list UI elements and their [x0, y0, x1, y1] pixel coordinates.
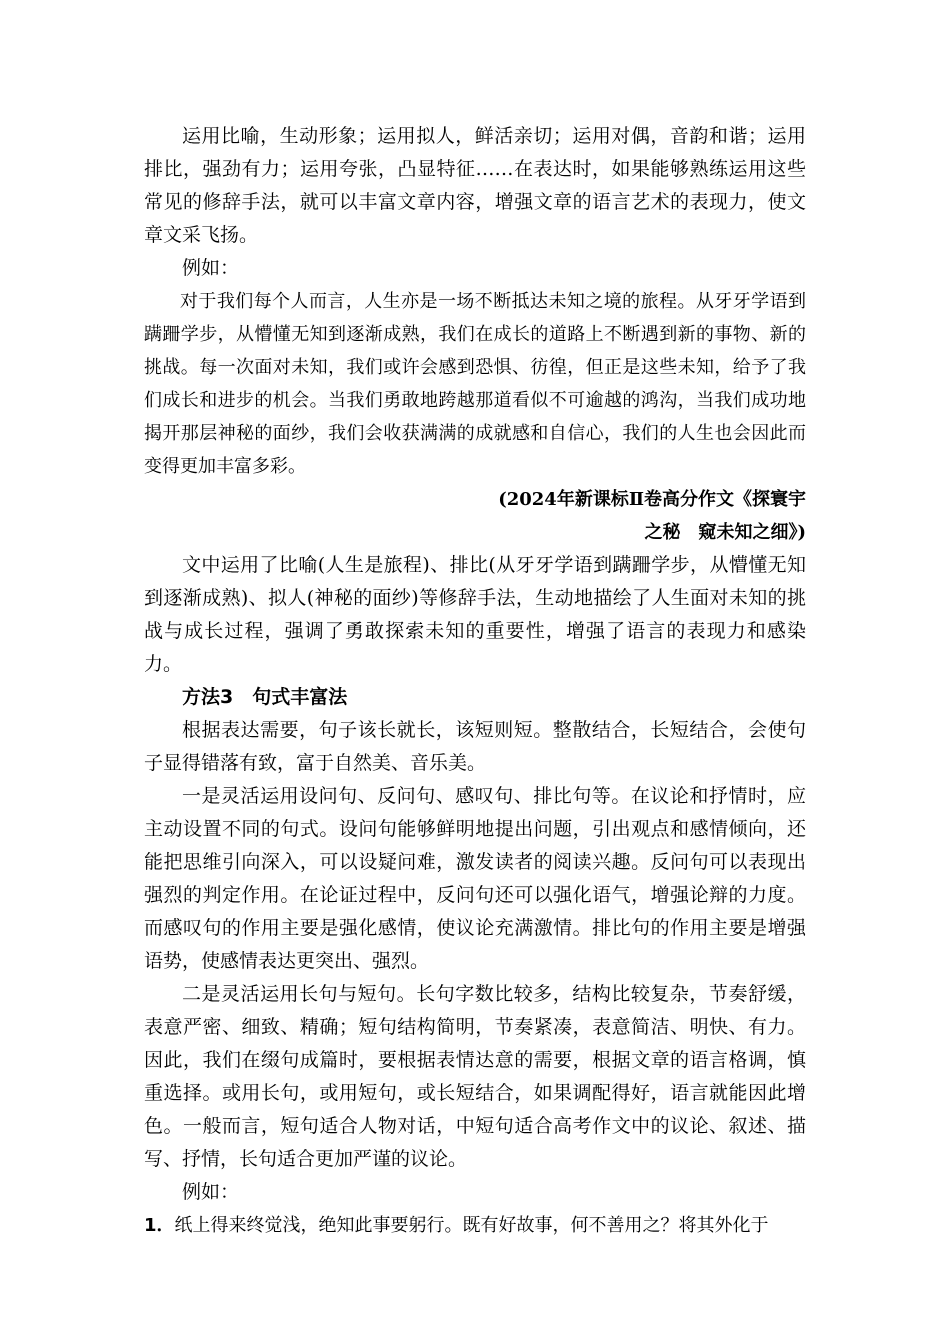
document-page — [144, 120, 806, 1242]
source-citation-line-2: 之秘 窥未知之细》) — [644, 522, 806, 543]
numbered-example-item — [144, 1209, 806, 1242]
example-label: 例如： — [182, 257, 240, 279]
method-heading: 方法3 句式丰富法 — [182, 686, 348, 708]
example-passage: 对于我们每个人而言，人生亦是一场不断抵达未知之境的旅程。从牙牙学语到蹒跚学步，从懵懂无知到逐渐成熟，我们在成长的道路上不断遇到新的事物、新的挑战。每一次面对未知，我们或许会感到恐惧、彷徨，但正是这些未知，给予了我们成长和进步的机会。当我们勇敢地跨越那道看似不可逾越的鸿沟，当我们成功地揭开那层神秘的面纱，我们会收获满满的成就感和自信心，我们的人生也会因此而变得更加丰富多彩。 — [144, 291, 806, 477]
intro-paragraph: 运用比喻，生动形象；运用拟人，鲜活亲切；运用对偶，音韵和谐；运用排比，强劲有力；运用夸张，凸显特征……在表达时，如果能够熟练运用这些常见的修辞手法，就可以丰富文章内容，增强文章的语言艺术的表现力，使文章文采飞扬。 — [144, 125, 806, 246]
point-one-paragraph: 一是灵活运用设问句、反问句、感叹句、排比句等。在议论和抒情时，应主动设置不同的句式。设问句能够鲜明地提出问题，引出观点和感情倾向，还能把思维引向深入，可以设疑问难，激发读者的阅读兴趣。反问句可以表现出强烈的判定作用。在论证过程中，反问句还可以强化语气，增强论辩的力度。而感叹句的作用主要是强化感情，使议论充满激情。排比句的作用主要是增强语势，使感情表达更突出、强烈。 — [144, 785, 806, 972]
example-label-2: 例如： — [182, 1181, 240, 1203]
analysis-paragraph: 文中运用了比喻(人生是旅程)、排比(从牙牙学语到蹒跚学步，从懵懂无知到逐渐成熟)、拟人(神秘的面纱)等修辞手法，生动地描绘了人生面对未知的挑战与成长过程，强调了勇敢探索未知的重要性，增强了语言的表现力和感染力。 — [144, 554, 806, 675]
item-text: 纸上得来终觉浅，绝知此事要躬行。既有好故事，何不善用之？将其外化于 — [174, 1215, 769, 1236]
source-citation-line-1: (2024年新课标Ⅱ卷高分作文《探寰宇 — [498, 489, 806, 510]
point-two-paragraph: 二是灵活运用长句与短句。长句字数比较多，结构比较复杂，节奏舒缓，表意严密、细致、精确；短句结构简明，节奏紧凑，表意简洁、明快、有力。因此，我们在缀句成篇时，要根据表情达意的需要，根据文章的语言格调，慎重选择。或用长句，或用短句，或长短结合，如果调配得好，语言就能因此增色。一般而言，短句适合人物对话，中短句适合高考作文中的议论、叙述、描写、抒情，长句适合更加严谨的议论。 — [144, 983, 806, 1170]
method-intro-paragraph: 根据表达需要，句子该长就长，该短则短。整散结合，长短结合，会使句子显得错落有致，富于自然美、音乐美。 — [144, 719, 806, 774]
item-number: 1． — [144, 1215, 175, 1236]
